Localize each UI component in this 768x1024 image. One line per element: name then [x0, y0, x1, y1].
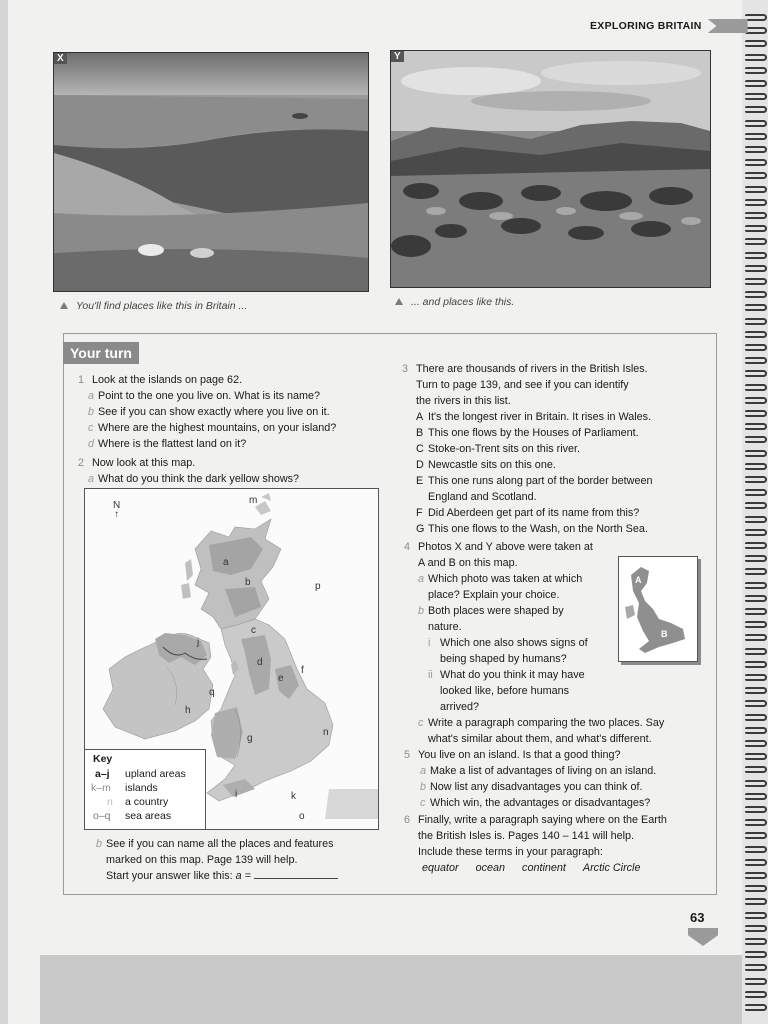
binding-coil [745, 766, 767, 773]
q5a-text: Make a list of advantages of living on an island. [430, 765, 657, 777]
binding-coil [745, 885, 767, 892]
binding-coil [745, 925, 767, 932]
q4a-line2: place? Explain your choice. [428, 589, 560, 601]
q6-number: 6 [404, 814, 411, 826]
key-code-country: n [107, 796, 113, 808]
question-1 [78, 372, 336, 487]
binding-coil [745, 384, 767, 391]
binding-coil [745, 476, 767, 483]
photo-x-label: X [54, 53, 67, 64]
binding-coil [745, 410, 767, 417]
header-title: EXPLORING BRITAIN [590, 20, 702, 32]
binding-coil [745, 529, 767, 536]
binding-coil [745, 291, 767, 298]
binding-coil [745, 133, 767, 140]
binding-coil [745, 159, 767, 166]
key-text-country: a country [125, 796, 169, 808]
binding-coil [745, 700, 767, 707]
binding-coil [745, 331, 767, 338]
term-equator: equator [422, 862, 459, 874]
binding-coil [745, 357, 767, 364]
q2b-line2: marked on this map. Page 139 will help. [106, 854, 298, 866]
q6-line1: Finally, write a paragraph saying where on the Earth [418, 814, 667, 826]
binding-coil [745, 542, 767, 549]
photo-y-label: Y [391, 51, 404, 62]
q3-number: 3 [402, 363, 409, 375]
photo-x [53, 52, 369, 292]
map-label-m: m [249, 495, 258, 506]
binding-coil [745, 780, 767, 787]
q3-river-e2: England and Scotland. [428, 491, 537, 503]
q3-letter-e: E [416, 475, 424, 487]
binding-coil [745, 846, 767, 853]
q3-line1: There are thousands of rivers in the British Isles. [416, 363, 648, 375]
map-label-h: h [185, 705, 191, 716]
bottom-band [40, 955, 742, 1024]
q1a-letter: a [88, 390, 95, 402]
q4-roman-i: i [428, 637, 431, 649]
binding-coil [745, 344, 767, 351]
binding-coil [745, 318, 767, 325]
q4-ii-line3: arrived? [440, 701, 480, 713]
term-continent: continent [522, 862, 566, 874]
q3-river-g: This one flows to the Wash, on the North Sea. [428, 523, 648, 535]
q4b-line2: nature. [428, 621, 462, 633]
q6-line2: the British Isles is. Pages 140 – 141 will help. [418, 830, 635, 842]
binding-coil [745, 238, 767, 245]
q4c-letter: c [418, 717, 424, 729]
binding-coil [745, 146, 767, 153]
binding-coil [745, 252, 767, 259]
binding-coil [745, 450, 767, 457]
section-title: Your turn [63, 342, 139, 364]
key-code-sea: o–q [93, 810, 111, 822]
binding-coil [745, 872, 767, 879]
photo-x-image [54, 53, 368, 291]
map-label-g: g [247, 733, 253, 744]
binding-coil [745, 212, 767, 219]
binding-coil [745, 54, 767, 61]
map-label-b: b [245, 577, 251, 588]
map-key [84, 749, 206, 830]
q1b-letter: b [88, 406, 95, 418]
q2-number: 2 [78, 457, 85, 469]
binding-coil [745, 753, 767, 760]
q4c-line1: Write a paragraph comparing the two places. Say [428, 717, 665, 729]
key-text-sea: sea areas [125, 810, 172, 822]
q1b-text: See if you can show exactly where you live on it. [98, 406, 330, 418]
binding-coil [745, 93, 767, 100]
q5b-letter: b [420, 781, 427, 793]
binding-coil [745, 648, 767, 655]
answer-line [254, 878, 338, 879]
triangle-icon [395, 298, 403, 305]
map-label-e: e [278, 673, 284, 684]
binding-coil [745, 674, 767, 681]
q1-text: Look at the islands on page 62. [92, 374, 243, 386]
north-arrow-icon: N ↑ [113, 500, 121, 520]
binding-coil [745, 687, 767, 694]
binding-coil [745, 40, 767, 47]
term-ocean: ocean [475, 862, 506, 874]
binding-coil [745, 172, 767, 179]
q4-roman-ii: ii [428, 669, 433, 681]
binding-coil [745, 199, 767, 206]
photo-y-caption-text: ... and places like this. [411, 296, 515, 308]
binding-coil [745, 806, 767, 813]
binding-coil [745, 278, 767, 285]
q2b-line3: Start your answer like this: [106, 870, 233, 882]
q4-ii-line2: looked like, before humans [440, 685, 570, 697]
question-2b [96, 836, 338, 884]
map-label-i: i [235, 789, 238, 800]
binding-coil [745, 120, 767, 127]
q2b-answer-start: a = [235, 870, 251, 882]
q4c-line2: what's similar about them, and what's different. [428, 733, 652, 745]
triangle-icon [60, 302, 68, 309]
q4-number: 4 [404, 541, 411, 553]
q3-river-b: This one flows by the Houses of Parliament. [428, 427, 639, 439]
q3-letter-c: C [416, 443, 424, 455]
binding-coil [745, 225, 767, 232]
q2-text: Now look at this map. [92, 457, 196, 469]
q3-letter-f: F [416, 507, 423, 519]
binding-coil [745, 1004, 767, 1011]
q1a-text: Point to the one you live on. What is its name? [98, 390, 321, 402]
map-label-c: c [251, 625, 256, 636]
q4-i-line2: being shaped by humans? [440, 653, 567, 665]
binding-coil [745, 463, 767, 470]
binding-coil [745, 397, 767, 404]
q4-i-line1: Which one also shows signs of [440, 637, 588, 649]
spiral-binding [742, 0, 768, 1024]
binding-coil [745, 67, 767, 74]
q3-letter-b: B [416, 427, 424, 439]
binding-coil [745, 186, 767, 193]
q2a-text: What do you think the dark yellow shows? [98, 473, 300, 485]
key-text-upland: upland areas [125, 768, 186, 780]
question-5 [404, 747, 656, 811]
q4b-line1: Both places were shaped by [428, 605, 564, 617]
binding-coil [745, 912, 767, 919]
binding-coil [745, 898, 767, 905]
q5c-letter: c [420, 797, 426, 809]
binding-coil [745, 832, 767, 839]
binding-coil [745, 819, 767, 826]
map-label-n: n [323, 727, 329, 738]
binding-coil [745, 608, 767, 615]
binding-coil [745, 582, 767, 589]
binding-coil [745, 727, 767, 734]
key-text-islands: islands [125, 782, 158, 794]
binding-coil [745, 621, 767, 628]
q1c-letter: c [88, 422, 94, 434]
map-label-q: q [209, 687, 215, 698]
binding-coil [745, 714, 767, 721]
binding-coil [745, 951, 767, 958]
binding-coil [745, 661, 767, 668]
q1-number: 1 [78, 374, 85, 386]
q1d-letter: d [88, 438, 95, 450]
q2b-line1: See if you can name all the places and features [106, 838, 334, 850]
photo-y-image [391, 51, 710, 287]
q2a-letter: a [88, 473, 95, 485]
key-code-islands: k–m [91, 782, 111, 794]
binding-coil [745, 14, 767, 21]
map-label-a: a [223, 557, 229, 568]
q5c-text: Which win, the advantages or disadvantages? [430, 797, 651, 809]
binding-coil [745, 489, 767, 496]
q1c-text: Where are the highest mountains, on your island? [98, 422, 337, 434]
q4-line1: Photos X and Y above were taken at [418, 541, 593, 553]
north-label: N [113, 500, 121, 511]
term-arctic-circle: Arctic Circle [582, 862, 641, 874]
binding-coil [745, 978, 767, 985]
photo-x-caption [60, 300, 247, 312]
header-arrow [708, 19, 748, 33]
binding-coil [745, 793, 767, 800]
minimap-drawing [619, 557, 697, 661]
binding-coil [745, 740, 767, 747]
map-label-k: k [291, 791, 296, 802]
q3-line2: Turn to page 139, and see if you can identify [416, 379, 629, 391]
binding-coil [745, 859, 767, 866]
q4a-line1: Which photo was taken at which [428, 573, 583, 585]
question-3 [402, 361, 652, 537]
map-label-d: d [257, 657, 263, 668]
q6-line3: Include these terms in your paragraph: [418, 846, 603, 858]
binding-coil [745, 595, 767, 602]
binding-coil [745, 568, 767, 575]
binding-coil [745, 555, 767, 562]
q4b-letter: b [418, 605, 425, 617]
q5a-letter: a [420, 765, 427, 777]
question-6 [404, 812, 667, 876]
q3-river-c: Stoke-on-Trent sits on this river. [428, 443, 581, 455]
q4-line2: A and B on this map. [418, 557, 518, 569]
q5b-text: Now list any disadvantages you can think of. [430, 781, 643, 793]
binding-coil [745, 516, 767, 523]
binding-coil [745, 265, 767, 272]
key-title: Key [93, 753, 113, 765]
running-header [590, 18, 748, 34]
minimap-b: B [661, 629, 668, 639]
binding-coil [745, 964, 767, 971]
map-label-j: j [197, 637, 200, 648]
q3-river-d: Newcastle sits on this one. [428, 459, 556, 471]
q3-letter-a: A [416, 411, 424, 423]
binding-coil [745, 27, 767, 34]
binding-coil [745, 106, 767, 113]
map-label-f: f [301, 665, 304, 676]
minimap-a: A [635, 575, 642, 585]
binding-coil [745, 304, 767, 311]
binding-coil [745, 938, 767, 945]
photo-x-caption-text: You'll find places like this in Britain ... [76, 300, 248, 312]
q3-line3: the rivers in this list. [416, 395, 511, 407]
q3-letter-g: G [416, 523, 425, 535]
photo-y [390, 50, 711, 288]
q3-river-f: Did Aberdeen get part of its name from this? [428, 507, 640, 519]
q1d-text: Where is the flattest land on it? [98, 438, 247, 450]
q3-letter-d: D [416, 459, 424, 471]
q3-river-e1: This one runs along part of the border between [428, 475, 653, 487]
q5-text: You live on an island. Is that a good thing? [418, 749, 621, 761]
map-label-o: o [299, 811, 305, 822]
page-number: 63 [690, 910, 705, 925]
binding-coil [745, 502, 767, 509]
key-code-upland: a–j [95, 768, 110, 780]
binding-coil [745, 436, 767, 443]
binding-coil [745, 370, 767, 377]
binding-coil [745, 80, 767, 87]
location-minimap [618, 556, 698, 662]
q4a-letter: a [418, 573, 425, 585]
q4-ii-line1: What do you think it may have [440, 669, 585, 681]
binding-coil [745, 991, 767, 998]
q2b-letter: b [96, 838, 103, 850]
q3-river-a: It's the longest river in Britain. It rises in Wales. [428, 411, 652, 423]
photo-y-caption [395, 296, 514, 308]
map-label-p: p [315, 581, 321, 592]
binding-coil [745, 634, 767, 641]
binding-coil [745, 423, 767, 430]
q5-number: 5 [404, 749, 411, 761]
